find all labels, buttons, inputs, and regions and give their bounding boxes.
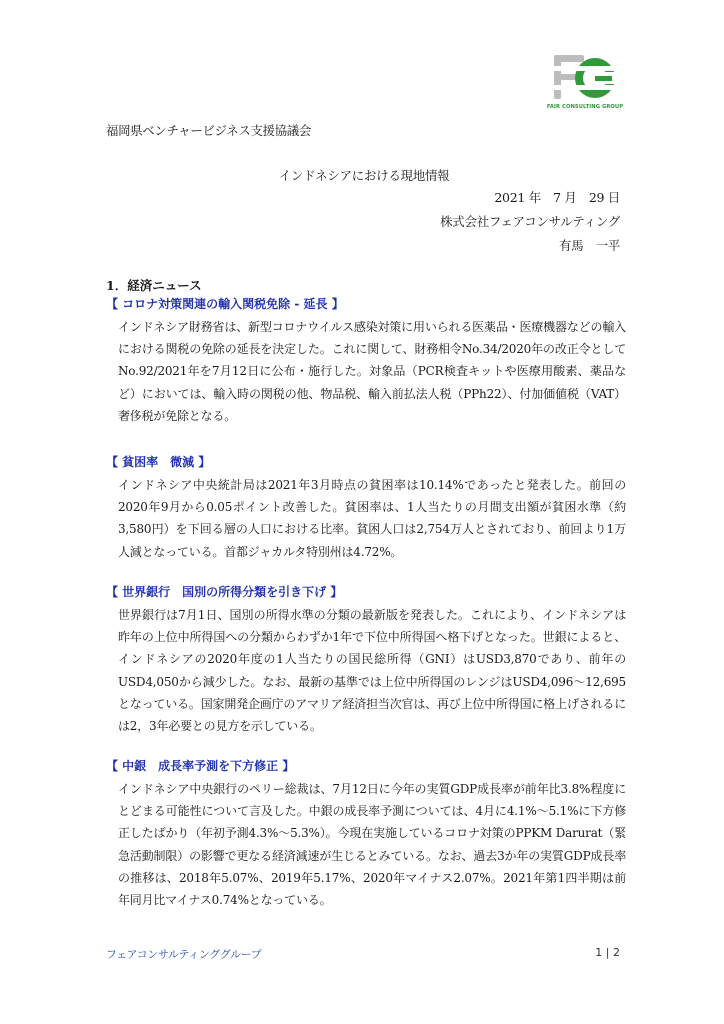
news-item — [106, 452, 626, 563]
page-number: 1 | 2 — [595, 946, 620, 959]
company-logo — [551, 52, 619, 110]
fg-logo-mark — [551, 52, 619, 110]
news-heading: 【 貧困率 微減 】 — [106, 455, 211, 469]
news-item — [106, 756, 626, 911]
news-body: 世界銀行は7月1日、国別の所得水準の分類の最新版を発表した。これにより、インドネシアは昨年の上位中所得国への分類からわずか1年で下位中所得国へ格下げとなった。世銀によると、インドネシアの2020年度の1人当たりの国民総所得（GNI）はUSD3,870であり、前年のUSD4,050から減少した。なお、最新の基準では上位中所得国のレンジはUSD4,096〜12,695となっている。国家開発企画庁のアマリア経済担当次官は、再び上位中所得国に格上げされるには2，3年必要との見方を示している。 — [118, 608, 626, 734]
document-date: 2021 年 7 月 29 日 — [494, 190, 620, 205]
logo-caption: FAIR CONSULTING GROUP — [546, 104, 624, 110]
news-body: インドネシア中央統計局は2021年3月時点の貧困率は10.14%であったと発表した。前回の2020年9月から0.05ポイント改善した。貧困率は、1人当たりの月間支出額が貧困水準（約3,580円）を下回る層の人口における比率。貧困人口は2,754万人とされており、前回より1万人減となっている。首都ジャカルタ特別州は4.72%。 — [118, 478, 626, 559]
news-body: インドネシア財務省は、新型コロナウイルス感染対策に用いられる医薬品・医療機器などの輸入における関税の免除の延長を決定した。これに関して、財務相令No.34/2020年の改正令としてNo.92/2021年を7月12日に公布・施行した。対象品（PCR検査キットや医療用酸素、薬品など）においては、輸入時の関税の他、物品税、輸入前払法人税（PPh22）、付加価値税（VAT）奢侈税が免除となる。 — [118, 320, 626, 423]
news-heading: 【 コロナ対策関連の輸入関税免除 - 延長 】 — [106, 297, 344, 311]
news-item — [106, 582, 626, 737]
news-item — [106, 294, 626, 427]
recipient: 福岡県ベンチャービジネス支援協議会 — [106, 123, 311, 138]
document-title: インドネシアにおける現地情報 — [278, 168, 450, 183]
company-name: 株式会社フェアコンサルティング — [440, 214, 620, 229]
section-heading: 1．経済ニュース — [106, 278, 202, 293]
news-heading: 【 中銀 成長率予測を下方修正 】 — [106, 759, 295, 773]
footer-brand: フェアコンサルティンググループ — [106, 948, 262, 961]
news-body: インドネシア中央銀行のペリー総裁は、7月12日に今年の実質GDP成長率が前年比3.8%程度にとどまる可能性について言及した。中銀の成長率予測については、4月に4.1%〜5.1%に下方修正したばかり（年初予測4.3%〜5.3%）。今現在実施しているコロナ対策のPPKM Darurat（緊急活動制限）の影響で更なる経済減速が生じるとみている。なお、過去3か年の実質GDP成長率の推移は、2018年5.07%、2019年5.17%、2020年マイナス2.07%。2021年第1四半期は前年同月比マイナス0.74%となっている。 — [118, 782, 626, 908]
author-name: 有馬 一平 — [558, 238, 620, 253]
news-heading: 【 世界銀行 国別の所得分類を引き下げ 】 — [106, 585, 343, 599]
